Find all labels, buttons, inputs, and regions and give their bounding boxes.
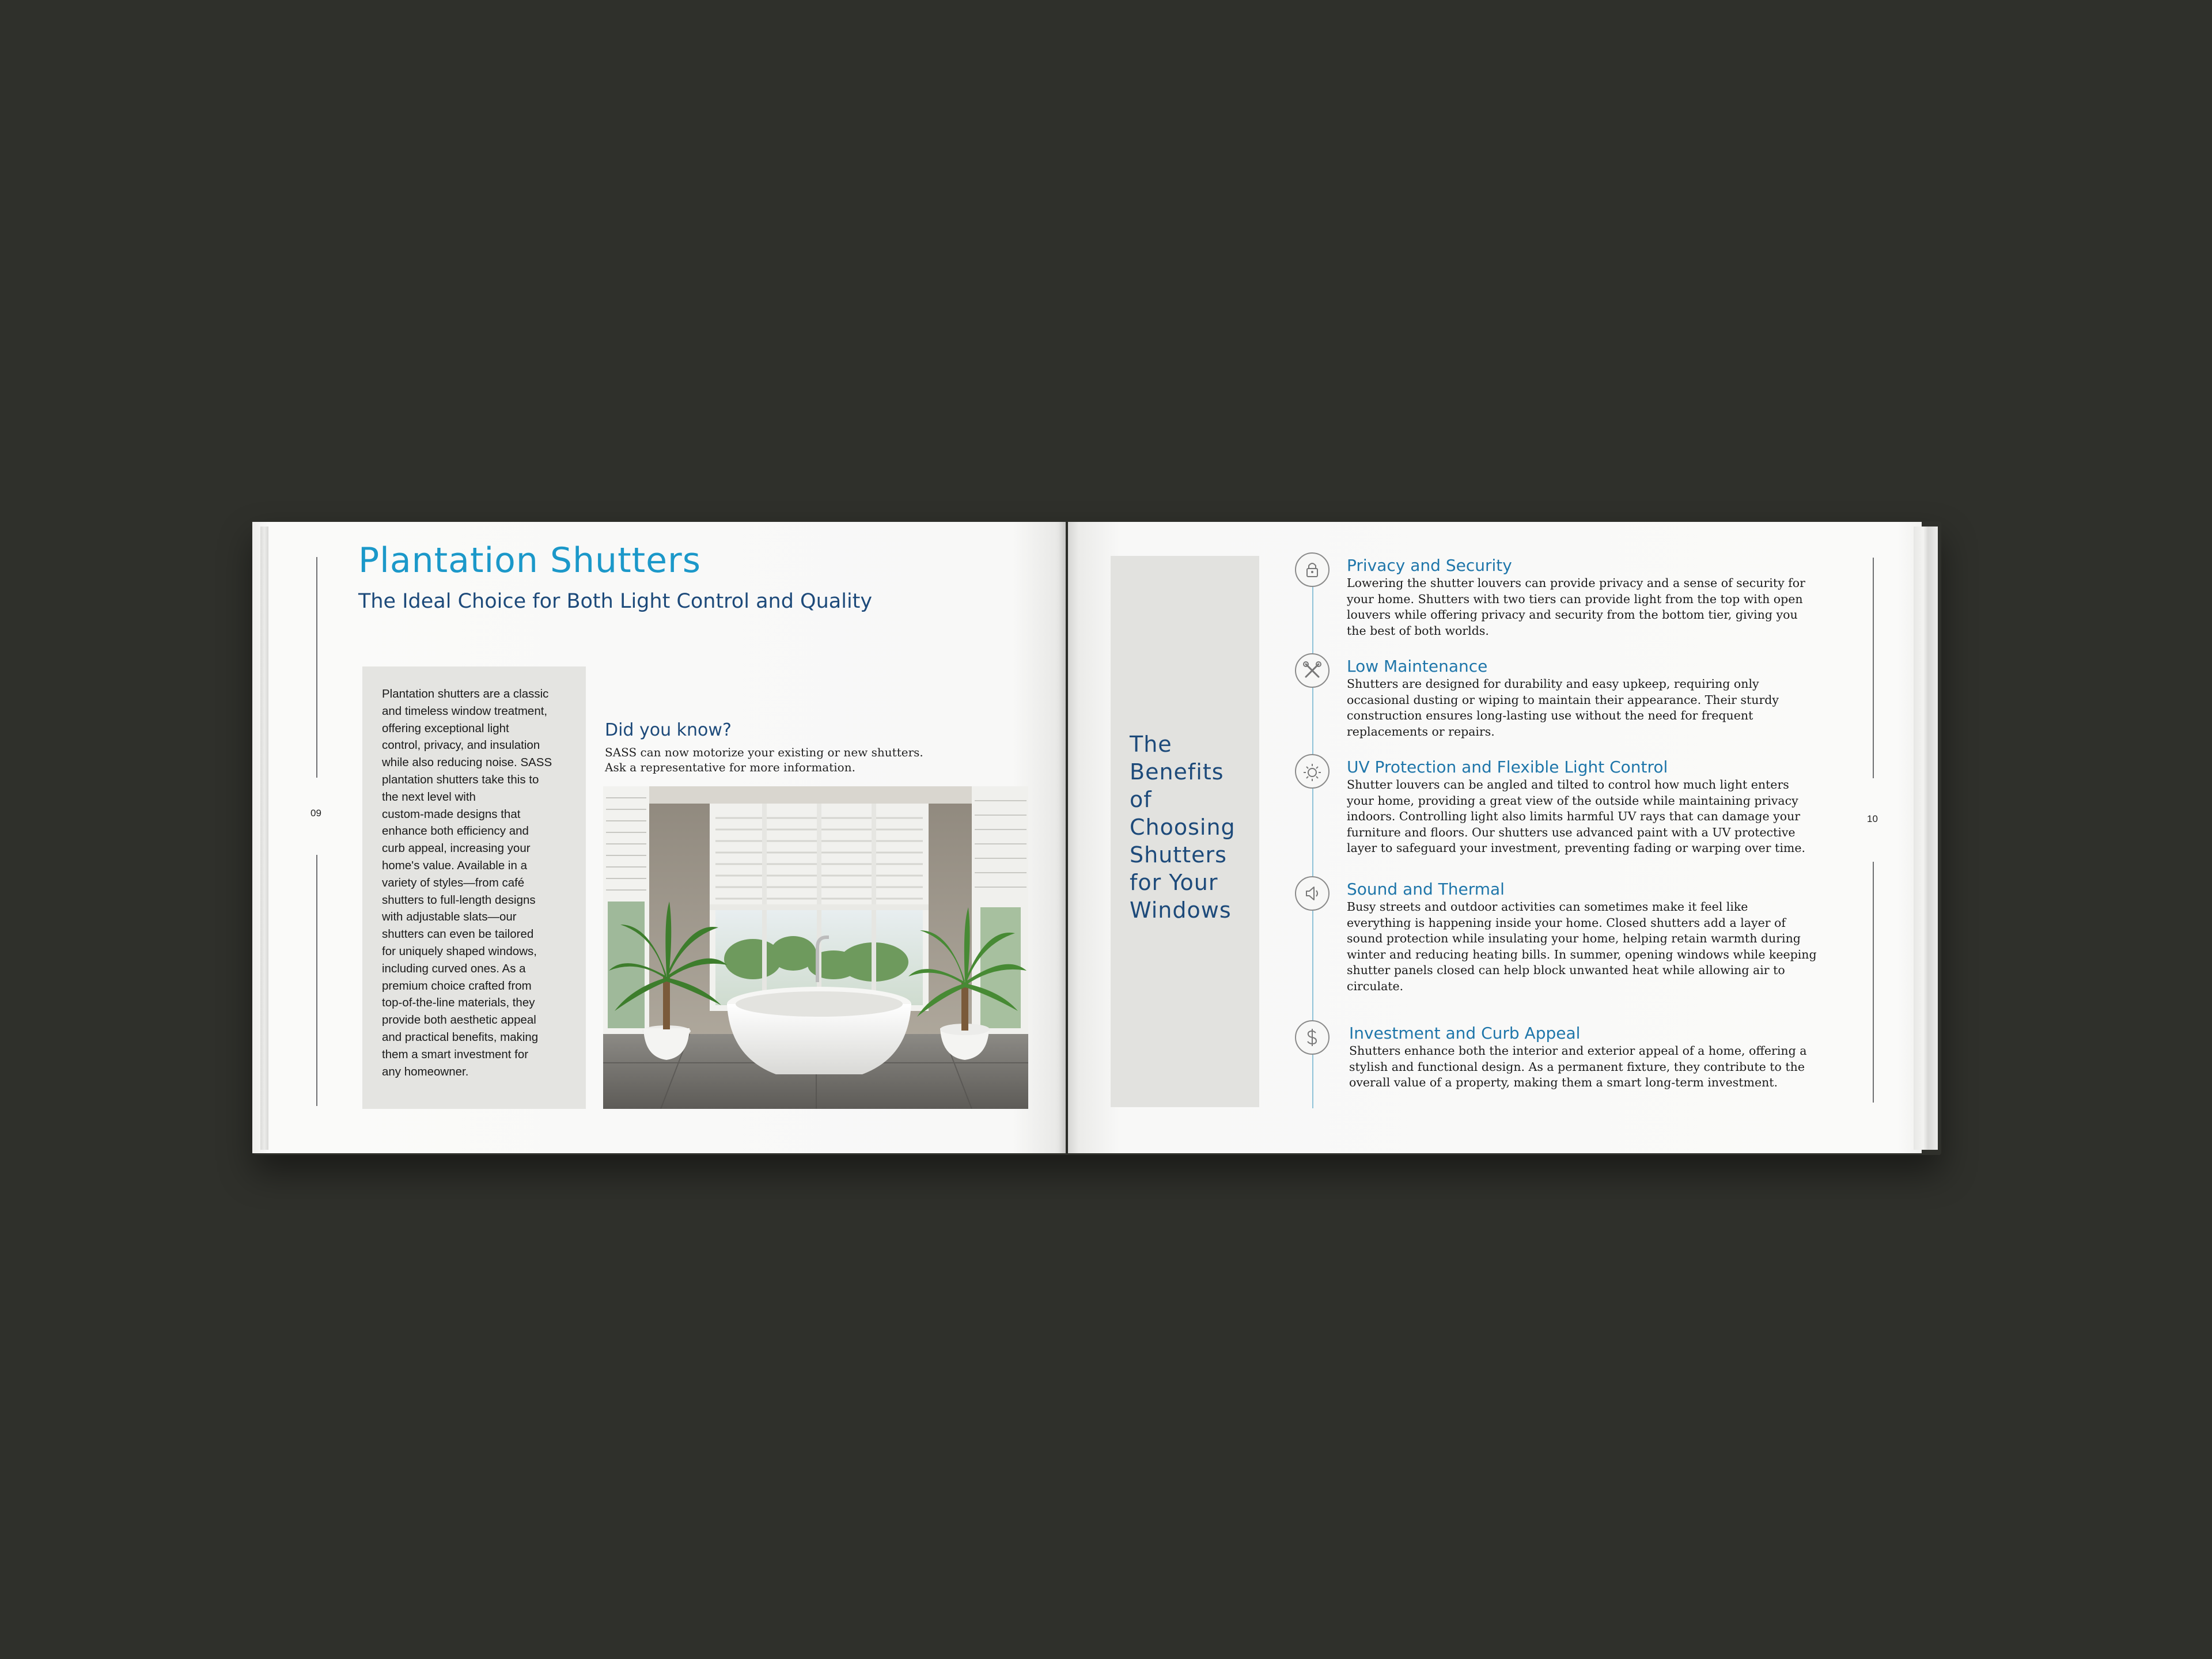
benefit-heading: UV Protection and Flexible Light Control: [1347, 757, 1668, 777]
right-rule-top: [1873, 558, 1874, 778]
benefit-text: [1347, 777, 1842, 857]
side-title-line: Windows: [1130, 897, 1232, 923]
intro-line: the next level with: [382, 790, 476, 804]
benefit-text-line: everything is happening inside your home. Closed shutters add a layer of: [1347, 915, 1786, 930]
bathroom-photo: [603, 786, 1028, 1109]
benefit-text-line: your home, providing a great view of the outside while maintaining privacy: [1347, 793, 1798, 808]
intro-line: Plantation shutters are a classic: [382, 687, 549, 700]
intro-line: shutters to full-length designs: [382, 893, 536, 907]
left-rule-bottom: [316, 855, 317, 1106]
benefit-text-line: louvers while offering privacy and security from the bottom tier, giving you: [1347, 608, 1798, 622]
benefit-text-line: layer to safeguard your investment, preventing fading or warping over time.: [1347, 841, 1806, 855]
benefit-text-line: furniture and floors. Our shutters use advanced paint with a UV protective: [1347, 825, 1796, 839]
did-you-know-text: [605, 745, 923, 775]
benefit-text-line: stylish and functional design. As a permanent fixture, they contribute to the: [1349, 1059, 1805, 1074]
benefit-text: [1347, 899, 1842, 994]
benefit-heading: Low Maintenance: [1347, 657, 1488, 676]
side-title-line: Choosing: [1130, 815, 1236, 840]
intro-line: variety of styles—from café: [382, 876, 525, 889]
benefit-text-line: Lowering the shutter louvers can provide privacy and a sense of security for: [1347, 576, 1805, 590]
intro-line: including curved ones. As a: [382, 961, 526, 975]
intro-line: premium choice crafted from: [382, 979, 532, 993]
benefit-text-line: the best of both worlds.: [1347, 623, 1489, 638]
benefit-heading: Sound and Thermal: [1347, 880, 1505, 899]
lock-icon: [1295, 552, 1330, 587]
benefit-text-line: construction ensures long-lasting use without the need for frequent: [1347, 709, 1753, 722]
benefit-heading: Investment and Curb Appeal: [1349, 1024, 1581, 1043]
intro-line: offering exceptional light: [382, 721, 509, 735]
left-rule-top: [316, 557, 317, 778]
intro-line: control, privacy, and insulation: [382, 738, 540, 752]
speaker-icon: [1295, 876, 1330, 911]
page-number-left: 09: [310, 808, 321, 819]
page-title: Plantation Shutters: [358, 540, 701, 581]
benefit-text-line: replacements or repairs.: [1347, 724, 1495, 738]
benefit-text: [1347, 575, 1842, 639]
benefit-text-line: shutter panels closed can help block unwanted heat while allowing air to: [1347, 963, 1785, 977]
intro-line: curb appeal, increasing your: [382, 842, 531, 855]
intro-line: plantation shutters take this to: [382, 772, 539, 786]
benefit-text-line: circulate.: [1347, 979, 1404, 993]
page-number-right: 10: [1867, 813, 1878, 824]
benefit-text: [1349, 1043, 1844, 1091]
benefit-text-line: Busy streets and outdoor activities can sometimes make it feel like: [1347, 900, 1748, 914]
right-rule-bottom: [1873, 862, 1874, 1103]
benefit-text-line: overall value of a property, making them a smart long-term investment.: [1349, 1075, 1778, 1089]
intro-line: and timeless window treatment,: [382, 704, 548, 718]
intro-paragraph: [382, 685, 575, 1080]
intro-line: custom-made designs that: [382, 807, 521, 821]
intro-line: them a smart investment for: [382, 1047, 529, 1061]
did-you-know-heading: Did you know?: [605, 720, 732, 740]
intro-line: with adjustable slats—our: [382, 910, 517, 924]
side-title-line: Benefits: [1130, 759, 1224, 785]
intro-line: home's value. Available in a: [382, 858, 527, 872]
benefit-text-line: Shutters are designed for durability and easy upkeep, requiring only: [1347, 677, 1759, 691]
benefit-text-line: sound protection while insulating your home, helping retain warmth during: [1347, 931, 1801, 945]
benefit-heading: Privacy and Security: [1347, 556, 1512, 575]
intro-line: and practical benefits, making: [382, 1030, 539, 1044]
right-page-edge: [1914, 527, 1938, 1150]
sun-icon: [1295, 754, 1330, 789]
benefit-text-line: occasional dusting or wiping to maintain their appearance. Their sturdy: [1347, 692, 1779, 707]
intro-line: for uniquely shaped windows,: [382, 944, 537, 958]
intro-line: top-of-the-line materials, they: [382, 996, 535, 1010]
benefits-side-title: [1130, 730, 1256, 924]
benefit-text: [1347, 676, 1842, 740]
benefit-text-line: winter and reducing heating bills. In summer, opening windows while keeping: [1347, 947, 1817, 961]
side-title-line: of: [1130, 787, 1152, 812]
page-subtitle: The Ideal Choice for Both Light Control and Quality: [358, 590, 873, 613]
did-you-know-line: SASS can now motorize your existing or new shutters.: [605, 745, 923, 759]
did-you-know-line: Ask a representative for more information.: [605, 760, 855, 774]
benefit-text-line: indoors. Controlling light also limits harmful UV rays that can damage your: [1347, 809, 1801, 823]
intro-line: shutters can even be tailored: [382, 927, 534, 941]
benefit-text-line: Shutter louvers can be angled and tilted to control how much light enters: [1347, 778, 1789, 791]
side-title-line: The: [1130, 732, 1172, 757]
tools-icon: [1295, 653, 1330, 688]
benefit-text-line: your home. Shutters with two tiers can provide light from the top with open: [1347, 592, 1803, 606]
dollar-icon: [1295, 1020, 1330, 1055]
intro-line: provide both aesthetic appeal: [382, 1013, 536, 1027]
intro-line: while also reducing noise. SASS: [382, 756, 552, 770]
intro-line: enhance both efficiency and: [382, 824, 529, 838]
intro-line: any homeowner.: [382, 1065, 469, 1078]
side-title-line: for Your: [1130, 870, 1218, 895]
benefit-text-line: Shutters enhance both the interior and exterior appeal of a home, offering a: [1349, 1044, 1807, 1058]
left-page-edge: [260, 527, 268, 1150]
side-title-line: Shutters: [1130, 842, 1227, 868]
